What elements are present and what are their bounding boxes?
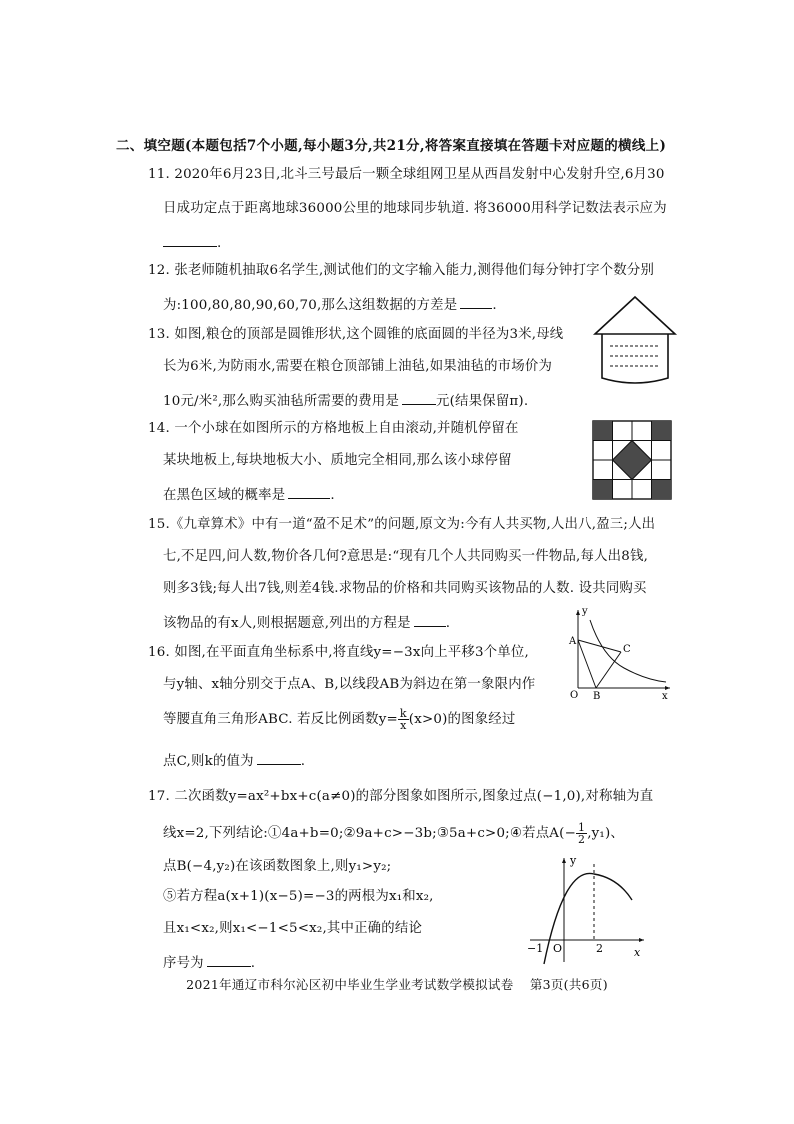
q15-line4: 该物品的有x人,则根据题意,列出的方程是 . <box>163 612 450 633</box>
answer-blank <box>414 612 446 627</box>
q17-parabola-graph <box>520 850 652 966</box>
q17-line4: ⑤若方程a(x+1)(x−5)=−3的两根为x₁和x₂, <box>163 889 434 904</box>
q16-line2: 与y轴、x轴分别交于点A、B,以线段AB为斜边在第一象限内作 <box>163 677 536 692</box>
granary-figure <box>592 294 678 388</box>
q12-line1: 12. 张老师随机抽取6名学生,测试他们的文字输入能力,测得他们每分钟打字个数分别 <box>148 263 655 278</box>
q13-line3: 10元/米²,那么购买油毡所需要的费用是 元(结果保留π). <box>163 390 528 411</box>
q11-line3: . <box>163 232 221 253</box>
x-label: x <box>634 946 641 959</box>
q15-line2: 七,不足四,问人数,物价各几何?意思是:“现有几个人共同购买一件物品,每人出8钱, <box>163 549 649 564</box>
q17-line2: 线x=2,下列结论:①4a+b=0;②9a+c>−3b;③5a+c>0;④若点A(− $\frac{1}{2}$ ,y₁)、 <box>163 821 625 846</box>
black-tile <box>652 480 672 500</box>
cone-roof <box>595 297 675 334</box>
origin-label: O <box>570 690 579 701</box>
q12-line2: 为:100,80,80,90,60,70,那么这组数据的方差是 . <box>163 294 497 315</box>
answer-blank <box>402 390 436 405</box>
q17-line1: 17. 二次函数y=ax²+bx+c(a≠0)的部分图象如图所示,图象过点(−1,0),对称轴为直 <box>148 789 654 804</box>
q17-line5: 且x₁<x₂,则x₁<−1<5<x₂,其中正确的结论 <box>163 921 423 936</box>
neg-one-label: −1 <box>527 942 544 955</box>
q13-line1: 13. 如图,粮仓的顶部是圆锥形状,这个圆锥的底面圆的半径为3米,母线 <box>148 327 564 342</box>
black-tile <box>652 421 672 441</box>
point-b-label: B <box>593 691 601 702</box>
fraction-one-half: $\frac{1}{2}$ <box>578 821 586 846</box>
exam-title: 2021年通辽市科尔沁区初中毕业生学业考试数学模拟试卷 <box>186 977 514 992</box>
answer-blank <box>163 232 217 247</box>
answer-blank <box>207 952 251 967</box>
q15-line3: 则多3钱;每人出7钱,则差4钱.求物品的价格和共同购买该物品的人数. 设共同购买 <box>163 581 647 596</box>
q16-coordinate-graph <box>566 606 676 702</box>
answer-blank <box>460 294 492 309</box>
x-label: x <box>662 691 668 702</box>
black-tile <box>593 421 613 441</box>
answer-blank <box>288 484 330 499</box>
q17-line3: 点B(−4,y₂)在该函数图象上,则y₁>y₂; <box>163 859 392 874</box>
q17-line6: 序号为 . <box>163 952 255 973</box>
fraction-k-over-x: $\frac{k}{x}$ <box>399 707 407 732</box>
q16-line1: 16. 如图,在平面直角坐标系中,将直线y=−3x向上平移3个单位, <box>148 645 529 660</box>
cylinder-body <box>602 334 668 383</box>
section-title: 二、填空题(本题包括7个小题,每小题3分,共21分,将答案直接填在答题卡对应题的横线上) <box>116 138 667 154</box>
point-a-label: A <box>569 636 577 647</box>
q14-line2: 某块地板上,每块地板大小、质地完全相同,那么该小球停留 <box>163 453 512 468</box>
y-label: y <box>570 854 577 867</box>
y-label: y <box>582 606 588 617</box>
q11-line2: 日成功定点于距离地球36000公里的地球同步轨道. 将36000用科学记数法表示应为 <box>163 201 667 216</box>
answer-blank <box>257 750 301 765</box>
q14-line3: 在黑色区域的概率是 . <box>163 484 335 505</box>
point-c-label: C <box>623 644 631 655</box>
q16-line3: 等腰直角三角形ABC. 若反比例函数y= $\frac{k}{x}$ (x>0)的图象经过 <box>163 707 516 732</box>
origin-label: O <box>553 942 563 955</box>
q16-line4: 点C,则k的值为 . <box>163 750 305 771</box>
two-label: 2 <box>596 942 603 955</box>
tile-floor-figure <box>592 420 672 500</box>
page-footer <box>0 975 794 993</box>
page-number: 第3页(共6页) <box>529 977 608 992</box>
q13-line2: 长为6米,为防雨水,需要在粮仓顶部铺上油毡,如果油毡的市场价为 <box>163 359 553 374</box>
line-ab <box>578 640 596 688</box>
q15-line1: 15.《九章算术》中有一道“盈不足术”的问题,原文为:今有人共买物,人出八,盈三;人出 <box>148 517 656 532</box>
black-tile <box>593 480 613 500</box>
q11-line1: 11. 2020年6月23日,北斗三号最后一颗全球组网卫星从西昌发射中心发射升空,6月30 <box>148 167 665 182</box>
line-bc <box>596 652 621 688</box>
q14-line1: 14. 一个小球在如图所示的方格地板上自由滚动,并随机停留在 <box>148 421 519 436</box>
